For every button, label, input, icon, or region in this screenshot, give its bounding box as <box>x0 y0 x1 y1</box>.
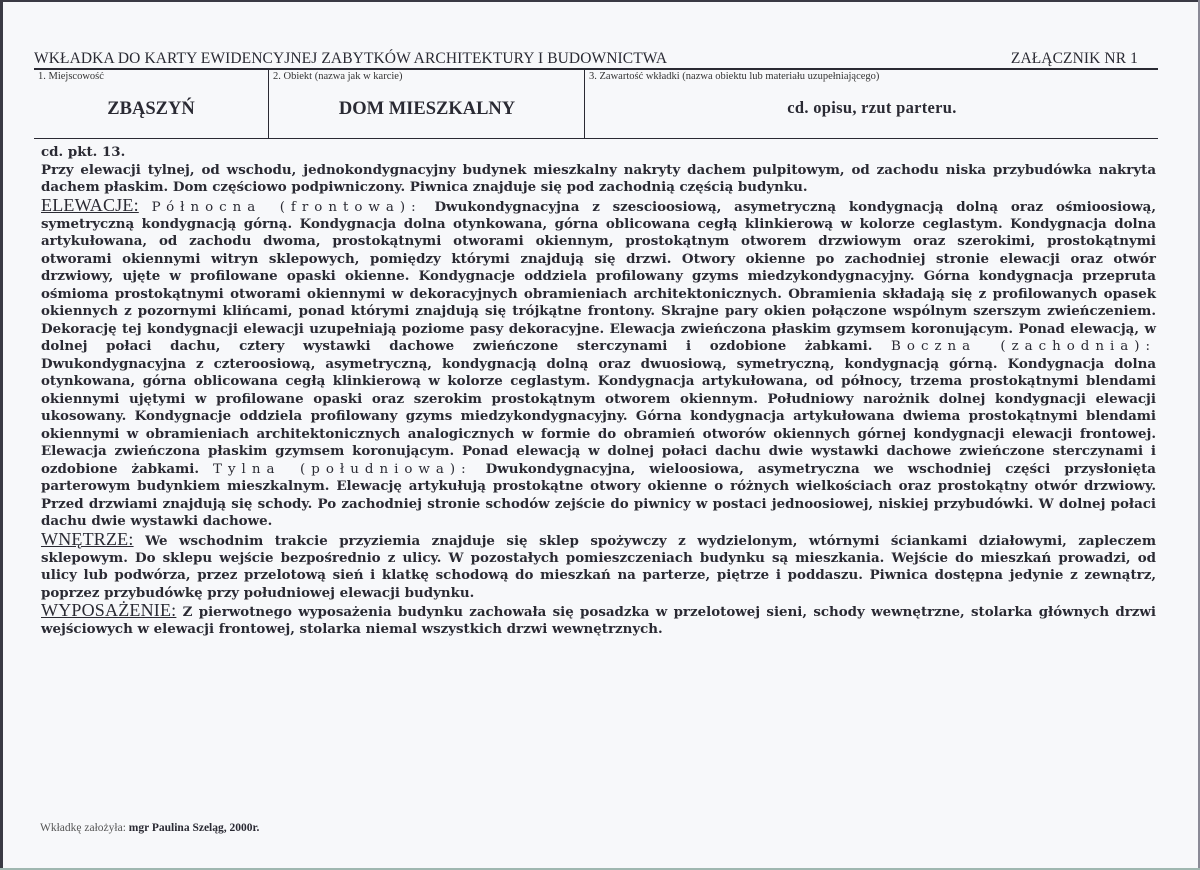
document-header <box>34 50 1158 70</box>
text-line: otynkowana, górna oblicowana cegłą klinkierową w kolorze ceglastym. Kondygnacja artykułowana, od północy, trzema prostokątnymi blendami <box>41 373 1156 389</box>
field-label: 3. Zawartość wkładki (nazwa obiektu lub materiału uzupełniającego) <box>589 71 880 82</box>
text-fragment: Dwukondygnacyjna z szescioosiową, asymetryczną kondygnacją dolną oraz ośmioosiową, <box>434 198 1156 215</box>
footer-label: Wkładkę założyła: <box>40 822 126 834</box>
field-value: ZBĄSZYŃ <box>107 99 195 119</box>
text-line: ulicy lub podwórza, przez przelotową sień i klatkę schodową do mieszkań na parterze, piętrze i poddaszu. Piwnica dostępna jedynie z zewnątrz, <box>41 567 1156 583</box>
field-object <box>268 70 585 138</box>
text-line: Dwukondygnacyjna z czteroosiową, asymetryczną, kondygnacją dolną oraz dwuosiową, symetryczną, kondygnacją górną. Kondygnacja dolna <box>41 355 1156 372</box>
section-heading-wnetrze: WNĘTRZE: <box>41 528 134 549</box>
text-line: poprzez przybudówkę przy południowej elewacji budynku. <box>41 584 475 601</box>
subsection-label-side: Boczna (zachodnia): <box>891 339 1156 354</box>
section-heading-wyposazenie: WYPOSAŻENIE: <box>41 600 177 620</box>
field-label: 1. Miejscowość <box>38 71 104 82</box>
text-fragment: dolnej połaci dachu, cztery wystawki dachowe zwieńczone sterczynami i ozdobione żabkami. <box>41 338 873 354</box>
scan-border-top <box>0 0 1200 2</box>
author-footer <box>40 822 259 834</box>
text-line-with-label <box>41 338 1156 356</box>
text-line: cd. pkt. 13. <box>41 144 126 160</box>
subsection-label-rear: Tylna (południowa): <box>213 461 472 477</box>
header-fields <box>34 70 1158 139</box>
text-line: wejściowych w elewacji frontowej, stolarka niemal wszystkich drzwi wewnętrznych. <box>41 621 663 637</box>
text-line: ośmioma prostokątnymi otworami okiennymi w dekoracyjnych obramieniach architektonicznych. Obramienia składają się z profilowanych opasek <box>41 285 1156 302</box>
text-line-with-label <box>41 461 1156 479</box>
text-line: drzwiowy, ujęte w profilowane opaski okienne. Kondygnacje oddziela profilowany gzyms miedzykondygnacyjny. Górna kondygnacja przepruta <box>41 268 1156 284</box>
field-value: cd. opisu, rzut parteru. <box>787 98 957 117</box>
text-line: Przed drzwiami znajdują się schody. Po zachodniej stronie schodów zejście do piwnicy w postaci jednoosiowej, niskiej przybudówki. W dolnej połaci <box>41 495 1156 512</box>
text-line: okiennych z pozornymi klińcami, ponad którymi znajdują się trójkątne frontony. Skrajne pary okien połączone wspólnym szerszym zwieńczeniem. <box>41 303 1156 319</box>
text-fragment: Dwukondygnacyjna, wieloosiowa, asymetryczna we wschodniej części przysłonięta <box>485 460 1156 477</box>
text-line: Dekorację tej kondygnacji elewacji uzupełniają poziome pasy dekoracyjne. Elewacja zwieńczona płaskim gzymsem koronującym. Ponad elewacją, w <box>41 320 1156 337</box>
text-line: dachu dwie wystawki dachowe. <box>41 513 273 529</box>
text-line: artykułowana, od zachodu dwoma, prostokątnymi otworami okiennym, prostokątnym otworem drzwiowym oraz szerokimi, prostokątnymi <box>41 233 1156 249</box>
text-fragment: ozdobione żabkami. <box>41 460 200 477</box>
subsection-label-north: Północna (frontowa): <box>151 199 422 215</box>
field-value: DOM MIESZKALNY <box>338 99 516 119</box>
text-line: dachem płaskim. Dom częściowo podpiwniczony. Piwnica znajduje się pod zachodnią częścią budynku. <box>41 179 808 195</box>
text-line: sklepowym. Do sklepu wejście bezpośrednio z ulicy. W pozostałych pomieszczeniach budynku są mieszkania. Wejście do mieszkań prowadzi, od <box>41 549 1156 566</box>
wnetrze-section <box>41 528 1156 550</box>
text-fragment: Z pierwotnego wyposażenia budynku zachowała się posadzka w przelotowej sieni, schody wewnętrzne, stolarka głównych drzwi <box>182 604 1156 620</box>
elewacje-section <box>41 194 1156 216</box>
text-line: okiennymi ujętymi w profilowane opaski oraz szerokim prostokątnym otworem okiennym. Południowy narożnik dolnej kondygnacji elewacji <box>41 390 1156 407</box>
text-line: Elewacja zwieńczona płaskim gzymsem koronującym. Ponad elewacją w dolnej połaci dachu dwie wystawki dachowe zwieńczone sterczynami i <box>41 443 1156 459</box>
wyposazenie-section <box>41 602 1156 621</box>
text-line: parterowym budynkiem mieszkalnym. Elewację artykułują prostokątne otwory okienne o różnych wielkościach oraz prostokątny otwór drzwiowy. <box>41 478 1156 494</box>
field-label: 2. Obiekt (nazwa jak w karcie) <box>273 71 403 82</box>
description-body <box>41 144 1156 639</box>
annex-number: ZAŁĄCZNIK NR 1 <box>1010 50 1138 67</box>
footer-author: mgr Paulina Szeląg, 2000r. <box>128 822 260 834</box>
text-line: Przy elewacji tylnej, od wschodu, jednokondygnacyjny budynek mieszkalny nakryty dachem pulpitowym, od zachodu niska przybudówka nakryta <box>41 161 1156 178</box>
document-title: WKŁADKA DO KARTY EWIDENCYJNEJ ZABYTKÓW ARCHITEKTURY I BUDOWNICTWA <box>34 50 668 67</box>
text-line: symetryczną kondygnacją górną. Kondygnacja dolna otynkowana, górna oblicowana cegłą klinkierową w kolorze ceglastym. Kondygnacja dolna <box>41 215 1156 232</box>
scan-border-left <box>0 0 3 870</box>
text-fragment: We wschodnim trakcie przyziemia znajduje się sklep spożywczy z wydzielonym, wtórnymi ściankami działowymi, zapleczem <box>145 532 1156 549</box>
section-heading-elewacje: ELEWACJE: <box>41 194 139 215</box>
text-line: otworami okiennymi witryn sklepowych, pomiędzy którymi znajdują się drzwi. Otwory okienne po zachodniej stronie elewacji oraz otwór <box>41 250 1156 267</box>
field-content <box>584 70 1159 138</box>
field-locality <box>34 70 268 138</box>
text-line: ukosowany. Kondygnacje oddziela profilowany gzyms miedzykondygnacyjny. Górna kondygnacja artykułowana dwiema prostokątnymi blendami <box>41 408 1156 424</box>
text-line: okiennymi w obramieniach architektonicznych analogicznych w formie do obramień otworów okiennych górnej kondygnacji elewacji frontowej. <box>41 425 1156 442</box>
